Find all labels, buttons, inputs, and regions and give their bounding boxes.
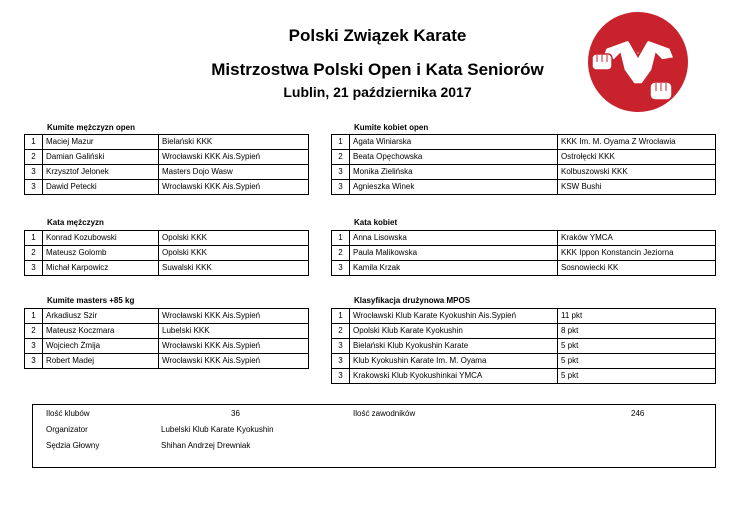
place-cell: 3 [25, 261, 43, 276]
competitors-count-label: Ilość zawodników [353, 409, 416, 418]
team-points: 5 pkt [558, 369, 716, 384]
place-cell: 3 [25, 339, 43, 354]
competitor-name: Mateusz Koczmara [43, 324, 159, 339]
results-table-kumite-women [331, 134, 716, 195]
team-points: 8 pkt [558, 324, 716, 339]
place-cell: 2 [25, 246, 43, 261]
competitor-name: Robert Madej [43, 354, 159, 369]
table-row [332, 369, 716, 384]
place-cell: 1 [25, 309, 43, 324]
club-name: Wrocławski KKK Ais.Sypień [159, 354, 309, 369]
table-row [25, 309, 309, 324]
table-row [25, 180, 309, 195]
table-row [332, 354, 716, 369]
club-name: Wrocławski KKK Ais.Sypień [159, 339, 309, 354]
team-points: 5 pkt [558, 339, 716, 354]
place-cell: 3 [332, 180, 350, 195]
table-row [25, 246, 309, 261]
team-name: Klub Kyokushin Karate Im. M. Oyama [350, 354, 558, 369]
head-judge-value: Shihan Andrzej Drewniak [161, 441, 251, 450]
table-row [25, 354, 309, 369]
place-cell: 1 [332, 309, 350, 324]
table-row [332, 246, 716, 261]
table-row [25, 165, 309, 180]
table-row [332, 339, 716, 354]
competitor-name: Agnieszka Winek [350, 180, 558, 195]
section-title-kumite-masters: Kumite masters +85 kg [47, 296, 135, 305]
table-row [332, 309, 716, 324]
place-cell: 2 [332, 246, 350, 261]
table-row [25, 339, 309, 354]
organizer-value: Lubelski Klub Karate Kyokushin [161, 425, 274, 434]
section-title-kumite-men: Kumite mężczyzn open [47, 123, 136, 132]
place-cell: 3 [332, 369, 350, 384]
club-name: Wrocławski KKK Ais.Sypień [159, 150, 309, 165]
club-name: Sosnowiecki KK [558, 261, 716, 276]
head-judge-label: Sędzia Głowny [46, 441, 100, 450]
table-row [332, 165, 716, 180]
table-row [332, 261, 716, 276]
place-cell: 2 [25, 324, 43, 339]
place-cell: 3 [25, 354, 43, 369]
place-cell: 1 [332, 231, 350, 246]
karate-fists-logo-icon [586, 10, 690, 114]
club-name: KKK Im. M. Oyama Z Wrocławia [558, 135, 716, 150]
results-table-kata-women [331, 230, 716, 276]
competitor-name: Dawid Petecki [43, 180, 159, 195]
club-name: Opolski KKK [159, 246, 309, 261]
club-name: KSW Bushi [558, 180, 716, 195]
competitor-name: Damian Galiński [43, 150, 159, 165]
competitor-name: Beata Opęchowska [350, 150, 558, 165]
competitor-name: Monika Zielińska [350, 165, 558, 180]
place-cell: 3 [332, 354, 350, 369]
team-name: Krakowski Klub Kyokushinkai YMCA [350, 369, 558, 384]
club-name: Bielański KKK [159, 135, 309, 150]
competitor-name: Michał Karpowicz [43, 261, 159, 276]
place-cell: 3 [332, 261, 350, 276]
place-cell: 3 [332, 165, 350, 180]
table-row [332, 324, 716, 339]
place-cell: 1 [25, 135, 43, 150]
table-row [332, 231, 716, 246]
team-name: Bielański Klub Kyokushin Karate [350, 339, 558, 354]
club-name: Wrocławski KKK Ais.Sypień [159, 180, 309, 195]
results-table-kumite-masters [24, 308, 309, 369]
competitor-name: Paula Malikowska [350, 246, 558, 261]
results-table-team-classification [331, 308, 716, 384]
section-title-kata-women: Kata kobiet [354, 218, 398, 227]
team-points: 5 pkt [558, 354, 716, 369]
table-row [25, 135, 309, 150]
team-name: Wrocławski Klub Karate Kyokushin Ais.Sypień [350, 309, 558, 324]
competitor-name: Konrad Kozubowski [43, 231, 159, 246]
team-name: Opolski Klub Karate Kyokushin [350, 324, 558, 339]
competitor-name: Wojciech Żmija [43, 339, 159, 354]
table-row [25, 150, 309, 165]
results-table-kata-men [24, 230, 309, 276]
competitor-name: Arkadiusz Szir [43, 309, 159, 324]
team-points: 11 pkt [558, 309, 716, 324]
club-name: Masters Dojo Wasw [159, 165, 309, 180]
competitor-name: Mateusz Golomb [43, 246, 159, 261]
club-name: Ostrołęcki KKK [558, 150, 716, 165]
club-name: Kolbuszowski KKK [558, 165, 716, 180]
place-cell: 1 [25, 231, 43, 246]
club-name: Lubelski KKK [159, 324, 309, 339]
place-cell: 3 [332, 339, 350, 354]
table-row [332, 135, 716, 150]
event-place-date: Lublin, 21 października 2017 [283, 84, 472, 100]
event-title: Mistrzostwa Polski Open i Kata Seniorów [211, 60, 544, 79]
clubs-count-value: 36 [231, 409, 240, 418]
club-name: Wrocławski KKK Ais.Sypień [159, 309, 309, 324]
club-name: KKK Ippon Konstancin Jeziorna [558, 246, 716, 261]
place-cell: 2 [332, 150, 350, 165]
competitor-name: Anna Lisowska [350, 231, 558, 246]
competitor-name: Krzysztof Jelonek [43, 165, 159, 180]
table-row [25, 231, 309, 246]
organizer-label: Organizator [46, 425, 88, 434]
competitor-name: Agata Winiarska [350, 135, 558, 150]
results-table-kumite-men [24, 134, 309, 195]
club-name: Suwalski KKK [159, 261, 309, 276]
place-cell: 3 [25, 180, 43, 195]
place-cell: 3 [25, 165, 43, 180]
competitor-name: Kamila Krzak [350, 261, 558, 276]
place-cell: 2 [25, 150, 43, 165]
clubs-count-label: Ilość klubów [46, 409, 90, 418]
summary-box [32, 404, 716, 468]
competitors-count-value: 246 [631, 409, 645, 418]
club-name: Opolski KKK [159, 231, 309, 246]
place-cell: 1 [332, 135, 350, 150]
table-row [25, 324, 309, 339]
competitor-name: Maciej Mazur [43, 135, 159, 150]
table-row [332, 180, 716, 195]
section-title-team-classification: Klasyfikacja drużynowa MPOS [354, 296, 471, 305]
table-row [25, 261, 309, 276]
section-title-kata-men: Kata mężczyzn [47, 218, 104, 227]
organization-title: Polski Związek Karate [288, 26, 467, 45]
table-row [332, 150, 716, 165]
section-title-kumite-women: Kumite kobiet open [354, 123, 429, 132]
club-name: Kraków YMCA [558, 231, 716, 246]
place-cell: 2 [332, 324, 350, 339]
